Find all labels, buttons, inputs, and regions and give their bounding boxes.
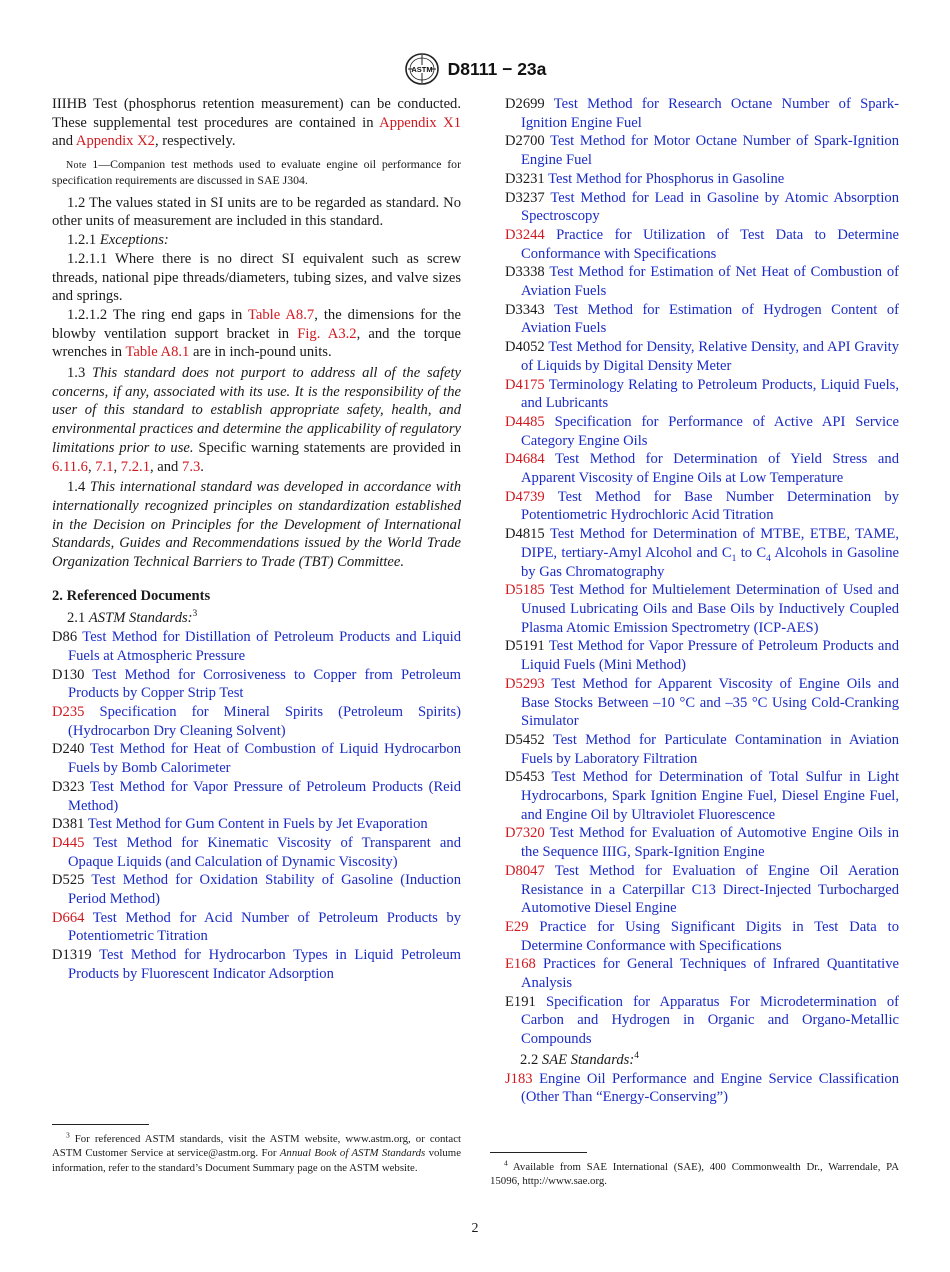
- footnote-3-marker[interactable]: 3: [192, 609, 198, 620]
- reference-title-link[interactable]: Specification for Performance of Active API Service Category Engine Oils: [521, 413, 899, 449]
- reference-title-link[interactable]: Test Method for Lead in Gasoline by Atomic Absorption Spectroscopy: [521, 189, 899, 225]
- reference-code: D5453: [505, 769, 545, 786]
- reference-item: [52, 740, 461, 777]
- astm-reference-list-continued-2: [505, 581, 899, 1049]
- reference-title-link[interactable]: Engine Oil Performance and Engine Service Classification (Other Than “Energy-Conserving”): [521, 1070, 899, 1106]
- reference-item: [505, 768, 899, 824]
- reference-title-link[interactable]: Specification for Mineral Spirits (Petroleum Spirits) (Hydrocarbon Dry Cleaning Solvent): [68, 703, 461, 739]
- reference-code-link[interactable]: J183: [505, 1070, 533, 1087]
- reference-code-link[interactable]: D664: [52, 909, 85, 926]
- reference-title-link[interactable]: Test Method for Oxidation Stability of Gasoline (Induction Period Method): [68, 872, 461, 908]
- reference-code-link[interactable]: D445: [52, 834, 85, 851]
- footnote-4: $^4$ Available from SAE International (SAE), 400 Commonwealth Dr., Warrendale, PA 15096, http://www.sae.org.: [490, 1158, 899, 1188]
- reference-item: [505, 413, 899, 450]
- reference-code-link[interactable]: D5293: [505, 675, 545, 692]
- note-label: Note: [66, 160, 87, 172]
- reference-title-link[interactable]: Practice for Using Significant Digits in Test Data to Determine Conformance with Specifications: [521, 918, 899, 954]
- fig-a3-2-link[interactable]: Fig. A3.2: [297, 325, 357, 342]
- reference-title-link[interactable]: Test Method for Evaluation of Engine Oil Aeration Resistance in a Caterpillar C13 Direct-Injected Turbocharged Automotive Diesel Engine: [521, 862, 899, 917]
- para-1-2-1: 1.2.1 Exceptions:: [67, 232, 169, 249]
- reference-item: [505, 132, 899, 169]
- reference-title-link[interactable]: Terminology Relating to Petroleum Products, Liquid Fuels, and Lubricants: [521, 376, 900, 412]
- reference-item: [52, 778, 461, 815]
- table-a8-7-link[interactable]: Table A8.7: [248, 306, 315, 323]
- ref-7-3-link[interactable]: 7.3: [182, 458, 201, 475]
- reference-code: D86: [52, 629, 78, 646]
- para-1-3: 1.3 This standard does not purport to address all of the safety concerns, if any, associated with its use. It is the responsibility of the user of this standard to establish appropriate safety, health, and environmental practices and determine the applicability of regulatory limitations prior to use. Specific warning statements are provided in 6.11.6, 7.1, 7.2.1, and 7.3.: [52, 365, 461, 475]
- ref-7-2-1-link[interactable]: 7.2.1: [120, 458, 150, 475]
- ref-6-11-6-link[interactable]: 6.11.6: [52, 458, 88, 475]
- reference-code-link[interactable]: D8047: [505, 862, 545, 879]
- reference-code: D3338: [505, 264, 545, 281]
- para-2-1: 2.1 ASTM Standards:$^3$: [67, 609, 198, 627]
- reference-item: [52, 628, 461, 665]
- reference-item: [505, 189, 899, 226]
- reference-code: D3343: [505, 301, 545, 318]
- reference-item: [52, 703, 461, 740]
- para-1-2-1-2: 1.2.1.2 The ring end gaps in Table A8.7, the dimensions for the blowby ventilation support bracket in Fig. A3.2, and the torque wrenches in Table A8.1 are in inch-pound units.: [52, 306, 462, 361]
- table-a8-1-link[interactable]: Table A8.1: [125, 344, 190, 361]
- reference-code-link[interactable]: D7320: [505, 825, 545, 842]
- reference-title-link[interactable]: Test Method for Apparent Viscosity of Engine Oils and Base Stocks Between –10 °C and –35 °C Using Cold-Cranking Simulator: [521, 675, 899, 730]
- reference-title-link[interactable]: Test Method for Phosphorus in Gasoline: [548, 170, 785, 187]
- reference-item: [505, 376, 899, 413]
- reference-item: [505, 301, 899, 338]
- appendix-x2-link[interactable]: Appendix X2: [75, 133, 155, 150]
- reference-item: [52, 834, 461, 871]
- reference-item: [505, 450, 899, 487]
- reference-item: [505, 338, 899, 375]
- reference-title-link[interactable]: Test Method for Determination of Total Sulfur in Light Hydrocarbons, Spark Ignition Engine Fuel, Diesel Engine Fuel, and Engine Oil by Ultraviolet Fluorescence: [521, 769, 899, 823]
- reference-title-link[interactable]: Test Method for Motor Octane Number of Spark-Ignition Engine Fuel: [521, 133, 899, 169]
- reference-title-link[interactable]: Specification for Apparatus For Microdetermination of Carbon and Hydrogen in Organic and Organo-Metallic Compounds: [521, 993, 899, 1048]
- reference-title-link[interactable]: Test Method for Vapor Pressure of Petroleum Products (Reid Method): [68, 778, 462, 814]
- reference-code-link[interactable]: E29: [505, 918, 529, 935]
- reference-title-link[interactable]: Test Method for Acid Number of Petroleum Products by Potentiometric Titration: [68, 909, 461, 945]
- astm-reference-list: [52, 628, 461, 983]
- reference-title-link[interactable]: Test Method for Determination of Yield Stress and Apparent Viscosity of Engine Oils at Low Temperature: [521, 451, 899, 487]
- page-number: 2: [471, 1221, 479, 1236]
- footnote-4-marker[interactable]: 4: [634, 1051, 639, 1061]
- reference-title-link[interactable]: Practice for Utilization of Test Data to Determine Conformance with Specifications: [521, 226, 899, 262]
- reference-item-j183: [505, 1070, 899, 1107]
- reference-code-link[interactable]: D4684: [505, 451, 545, 468]
- para-1-4: 1.4 This international standard was developed in accordance with internationally recognized principles on standardization established in the Decision on Principles for the Development of International Standards, Guides and Recommendations issued by the World Trade Organization Technical Barriers to Trade (TBT) Committee.: [52, 479, 462, 571]
- reference-code: E191: [505, 993, 536, 1010]
- astm-reference-list-continued: [505, 95, 899, 525]
- reference-code: D2700: [505, 133, 545, 150]
- reference-code: D323: [52, 778, 85, 795]
- reference-code-link[interactable]: D4175: [505, 376, 545, 393]
- reference-item: [52, 666, 461, 703]
- reference-code: D525: [52, 872, 85, 889]
- reference-item: [505, 170, 899, 189]
- reference-title-link[interactable]: Test Method for Density, Relative Density, and API Gravity of Liquids by Digital Density Meter: [521, 339, 899, 374]
- reference-item: [505, 263, 899, 300]
- note-1: Note 1—Companion test methods used to evaluate engine oil performance for specification requirements are discussed in SAE J304.: [52, 157, 461, 188]
- para-1-2: 1.2 The values stated in SI units are to be regarded as standard. No other units of measurement are included in this standard.: [52, 194, 461, 230]
- reference-code: D5452: [505, 731, 545, 748]
- reference-item: [52, 815, 461, 834]
- astm-logo-icon: [404, 52, 440, 86]
- left-column: [52, 95, 461, 984]
- reference-item: [505, 993, 899, 1049]
- reference-code-link[interactable]: D5185: [505, 582, 545, 599]
- reference-item: [505, 918, 899, 955]
- reference-code: D5191: [505, 638, 545, 655]
- reference-item: [505, 95, 899, 132]
- reference-code: D240: [52, 741, 85, 758]
- reference-code: D130: [52, 666, 85, 683]
- reference-code: D2699: [505, 96, 545, 112]
- reference-title-link[interactable]: Test Method for Research Octane Number of Spark-Ignition Engine Fuel: [521, 96, 899, 131]
- reference-item: [505, 637, 899, 674]
- reference-title-link[interactable]: Test Method for Particulate Contamination in Aviation Fuels by Laboratory Filtration: [521, 731, 900, 767]
- reference-code-link[interactable]: D235: [52, 703, 85, 720]
- footnote-divider-left: [52, 1124, 149, 1125]
- reference-code-link[interactable]: D3244: [505, 226, 545, 243]
- reference-code-link[interactable]: D4739: [505, 488, 545, 505]
- reference-title-link[interactable]: Test Method for Heat of Combustion of Liquid Hydrocarbon Fuels by Bomb Calorimeter: [68, 741, 461, 777]
- reference-item: [505, 226, 899, 263]
- reference-title-link[interactable]: Test Method for Evaluation of Automotive Engine Oils in the Sequence IIIG, Spark-Ignition Engine: [521, 825, 899, 861]
- reference-title-link[interactable]: Test Method for Distillation of Petroleum Products and Liquid Fuels at Atmospheric Pressure: [68, 629, 461, 664]
- reference-item: [52, 909, 461, 946]
- reference-title-link[interactable]: Test Method for Gum Content in Fuels by Jet Evaporation: [87, 816, 428, 833]
- reference-code: D3231: [505, 170, 545, 187]
- logo-text: ASTM: [410, 65, 433, 74]
- reference-item: [505, 675, 899, 731]
- reference-title-link[interactable]: Test Method for Kinematic Viscosity of Transparent and Opaque Liquids (and Calculation of Dynamic Viscosity): [68, 834, 462, 870]
- ref-7-1-link[interactable]: 7.1: [95, 458, 114, 475]
- reference-item: [505, 955, 899, 992]
- reference-item: [505, 824, 899, 861]
- reference-item: [505, 731, 899, 768]
- reference-item: [505, 581, 899, 637]
- reference-title-link[interactable]: Test Method for Vapor Pressure of Petroleum Products and Liquid Fuels (Mini Method): [521, 638, 899, 674]
- reference-title-link[interactable]: Test Method for Estimation of Hydrogen Content of Aviation Fuels: [521, 301, 900, 337]
- para-2-2: 2.2 SAE Standards:$^4$: [520, 1051, 639, 1068]
- reference-title-link[interactable]: Test Method for Determination of MTBE, ETBE, TAME, DIPE, tertiary-Amyl Alcohol and $C_1$ to $C_4$ Alcohols in Gasoline by Gas Chromatography: [521, 526, 899, 580]
- document-id: D8111 − 23a: [447, 58, 547, 79]
- reference-title-link[interactable]: Test Method for Hydrocarbon Types in Liquid Petroleum Products by Fluorescent Indicator Adsorption: [68, 947, 461, 982]
- reference-title-link[interactable]: Test Method for Corrosiveness to Copper from Petroleum Products by Copper Strip Test: [68, 666, 461, 702]
- intro-paragraph: IIIHB Test (phosphorus retention measurement) can be conducted. These supplemental test procedures are contained in Appendix X1 and Appendix X2, respectively.: [52, 96, 461, 150]
- footnote-3: $^3$ For referenced ASTM standards, visit the ASTM website, www.astm.org, or contact ASTM Customer Service at service@astm.org. For Annual Book of ASTM Standards volume information, refer to the standard’s Document Summary page on the ASTM website.: [52, 1130, 461, 1174]
- reference-code: D381: [52, 816, 85, 833]
- reference-code-link[interactable]: E168: [505, 956, 536, 973]
- reference-code: D3237: [505, 189, 545, 206]
- appendix-x1-link[interactable]: Appendix X1: [379, 114, 461, 131]
- reference-code: D4815: [505, 526, 545, 543]
- footnote-divider-right: [490, 1152, 587, 1153]
- reference-code: D1319: [52, 947, 92, 964]
- reference-title-link[interactable]: Test Method for Base Number Determination by Potentiometric Hydrochloric Acid Titration: [521, 488, 899, 524]
- reference-item: [505, 525, 899, 581]
- reference-code-link[interactable]: D4485: [505, 413, 545, 430]
- page-header: [0, 52, 950, 91]
- para-1-2-1-1: 1.2.1.1 Where there is no direct SI equivalent such as screw threads, national pipe threads/diameters, tubing sizes, and valve sizes and springs.: [52, 250, 461, 305]
- reference-code: D4052: [505, 339, 545, 356]
- reference-item: [505, 488, 899, 525]
- reference-title-link[interactable]: Practices for General Techniques of Infrared Quantitative Analysis: [521, 956, 899, 992]
- reference-title-link[interactable]: Test Method for Multielement Determination of Used and Unused Lubricating Oils and Base Oils by Inductively Coupled Plasma Atomic Emission Spectrometry (ICP-AES): [521, 582, 899, 636]
- reference-item: [505, 862, 899, 918]
- reference-item: [52, 871, 461, 908]
- section-2-heading: 2. Referenced Documents: [52, 587, 211, 604]
- right-column: [505, 95, 899, 1107]
- reference-item: [52, 946, 461, 983]
- reference-title-link[interactable]: Test Method for Estimation of Net Heat of Combustion of Aviation Fuels: [521, 264, 899, 300]
